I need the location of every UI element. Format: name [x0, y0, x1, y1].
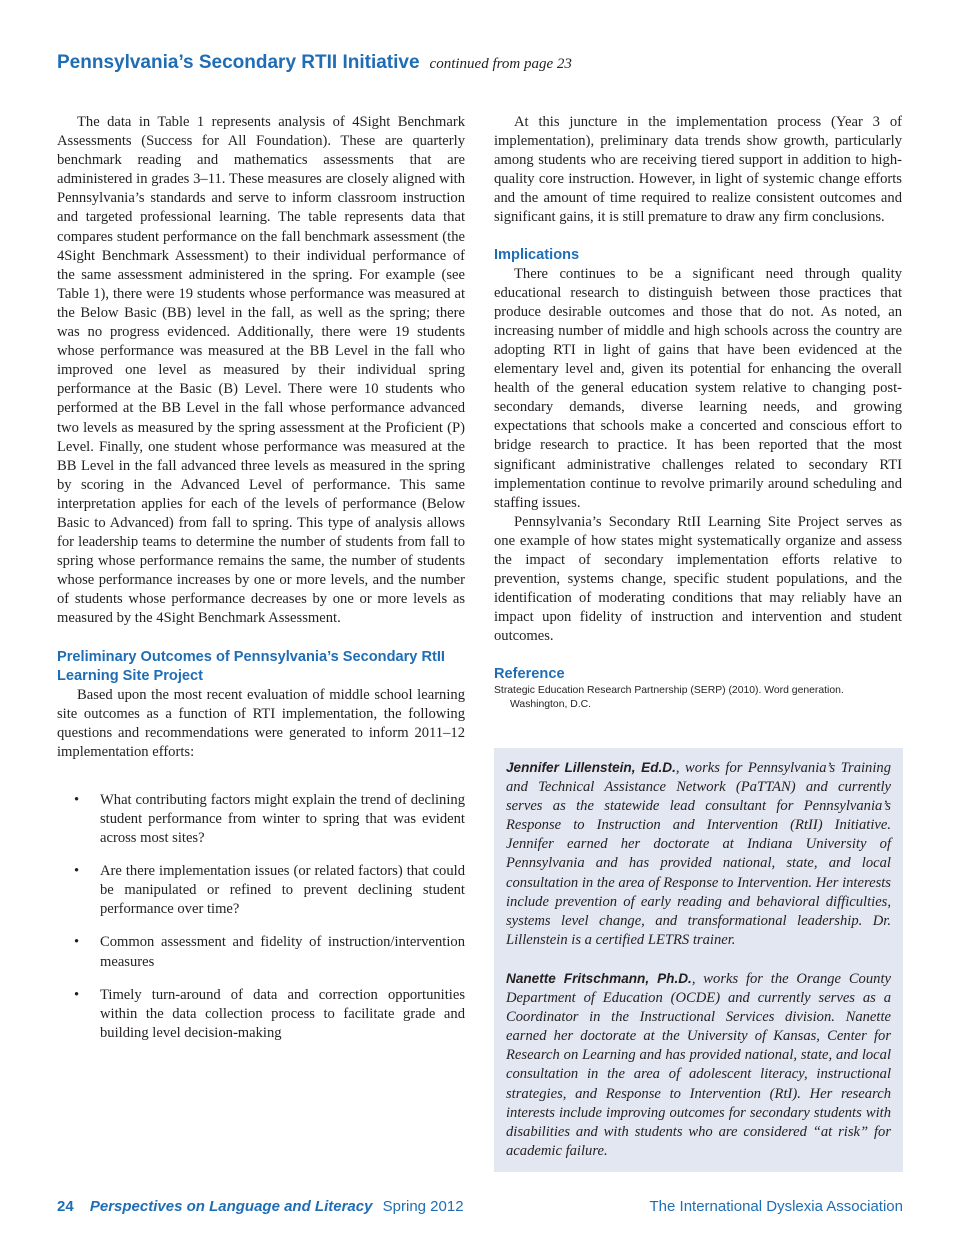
reference-text: Strategic Education Research Partnership (SERP) (2010). Word generation. Washington, D.C. [494, 685, 844, 711]
list-item: • What contributing factors might explain the trend of declining student performance from winter to spring that was evident across most sites? [74, 791, 465, 847]
issue-date: Spring 2012 [382, 1198, 464, 1215]
preliminary-outcomes-heading: Preliminary Outcomes of Pennsylvania’s Secondary RtII Learning Site Project [57, 648, 445, 684]
bio-name: Nanette Fritschmann, Ph.D. [506, 970, 692, 986]
list-item: • Timely turn-around of data and correction opportunities within the data collection process to facilitate grade and building level decision-making [74, 986, 465, 1041]
bullet-icon: • [74, 791, 80, 808]
header-title: Pennsylvania’s Secondary RTII Initiative [57, 52, 420, 73]
organization-name: The International Dyslexia Association [649, 1198, 903, 1215]
recommendations-list [57, 791, 465, 1043]
page-header [57, 52, 572, 74]
implications-paragraph-1: There continues to be a significant need through quality educational research to distinguish between those practices that produce desirable outcomes and those that do not. As noted, an increasing number of middle and high schools across the country are adopting RTI in light of gains that have been evidenced at the elementary level and, given its potential for enhancing the overall health of the general education system relative to changing post-secondary demands, diverse learning needs, and growing expectations that schools make a concerted and conscious effort to bridge research to practice. It has been reported that the most significant administrative challenges related to secondary RTI implementation continue to revolve primarily around scheduling and staffing issues. [494, 265, 902, 511]
list-item: • Common assessment and fidelity of instruction/intervention measures [74, 934, 465, 970]
preliminary-outcomes-paragraph: Based upon the most recent evaluation of middle school learning site outcomes as a function of RTI implementation, the following questions and recommendations were generated to inform 2011–12 implementation efforts: [57, 686, 465, 760]
reference-heading: Reference [494, 666, 565, 683]
implications-paragraph-2: Pennsylvania’s Secondary RtII Learning Site Project serves as one example of how states might systematically organize and assess the impact of secondary implementation efforts relative to prevention, systems change, specific student populations, and the identification of moderating conditions that may reliably have an impact upon fidelity of instruction and intervention and student outcomes. [494, 513, 902, 645]
header-continued-note: continued from page 23 [429, 56, 572, 72]
implications-heading: Implications [494, 246, 580, 263]
list-item: • Are there implementation issues (or related factors) that could be manipulated or refined to prevent declining student performance over time? [74, 863, 465, 918]
right-column [494, 113, 902, 712]
author-bio-box [494, 748, 903, 1172]
juncture-paragraph: At this juncture in the implementation process (Year 3 of implementation), preliminary data trends show growth, particularly among students who are receiving tiered support in addition to high-quality core instruction. However, in light of systemic change efforts and the amount of time required to realize consistent outcomes and significant gains, it is still premature to draw any firm conclusions. [494, 114, 902, 226]
journal-title: Perspectives on Language and Literacy [89, 1198, 373, 1215]
bio-text: , works for the Orange County Department of Education (OCDE) and currently serves as a Coordinator in the Instructional Services division. Nanette earned her doctorate at the University of Kansas, Center for Research on Learning and has provided national, state, and local consultation in the area of adolescent literacy, instructional strategies, and Response to Intervention (RtI). Her research interests include improving outcomes for secondary students with disabilities and with students who are considered “at risk” for academic failure. [506, 970, 891, 1159]
page-number: 24 [57, 1198, 74, 1215]
bio-lillenstein [506, 758, 891, 950]
bio-name: Jennifer Lillenstein, Ed.D. [506, 760, 676, 775]
bio-text: , works for Pennsylvania’s Training and Technical Assistance Network (PaTTAN) and currently serves as the statewide lead consultant for Pennsylvania’s Response to Instruction and Intervention (RtII) Initiative. Jennifer earned her doctorate at Indiana University of Pennsylvania and has provided national, state, and local consultation in the area of Response to Intervention. Her interests include prevention of early reading and behavioral difficulties, systems level change, and transformational leadership. Dr. Lillenstein is a certified LETRS trainer. [506, 760, 891, 948]
intro-paragraph: The data in Table 1 represents analysis of 4Sight Benchmark Assessments (Success for All Foundation). These are quarterly benchmark reading and mathematics assessments that are administered in grades 3–11. These measures are closely aligned with Pennsylvania’s standards and serve to inform classroom instruction and targeted professional learning. The table represents data that compares student performance on the fall benchmark assessment (the 4Sight Benchmark Assessment) to their individual performance of the same assessment administered in the spring. For example (see Table 1), there were 19 students whose performance was measured at the Below Basic (BB) level in the fall, as well as the spring; there was no progress evidenced. Additionally, there were 19 students whose performance was measured at the BB Level in the fall who improved one level as measured by their individual spring performance at the Basic (B) Level. There were 10 students who performed at the BB Level in the fall whose performance advanced two levels as measured by the spring assessment at the Proficient (P) Level. Finally, one student whose performance was measured at the BB Level in the fall advanced three levels as measured in the spring by scoring in the Advanced Level of performance. This same interpretation applies for each of the levels of performance (Below Basic to Advanced) from fall to spring. This type of analysis allows for leadership teams to determine the number of students from fall to spring whose performance remains the same, the number of students whose performance increases by one or more levels, and the number of students whose performance decreases by one or more levels as measured by the 4Sight Benchmark Assessment. [57, 114, 465, 627]
bullet-icon: • [74, 986, 80, 1003]
bullet-icon: • [74, 863, 80, 880]
page-footer [57, 1198, 903, 1220]
bullet-icon: • [74, 934, 80, 951]
bio-fritschmann [506, 969, 891, 1161]
left-column [57, 113, 465, 1043]
